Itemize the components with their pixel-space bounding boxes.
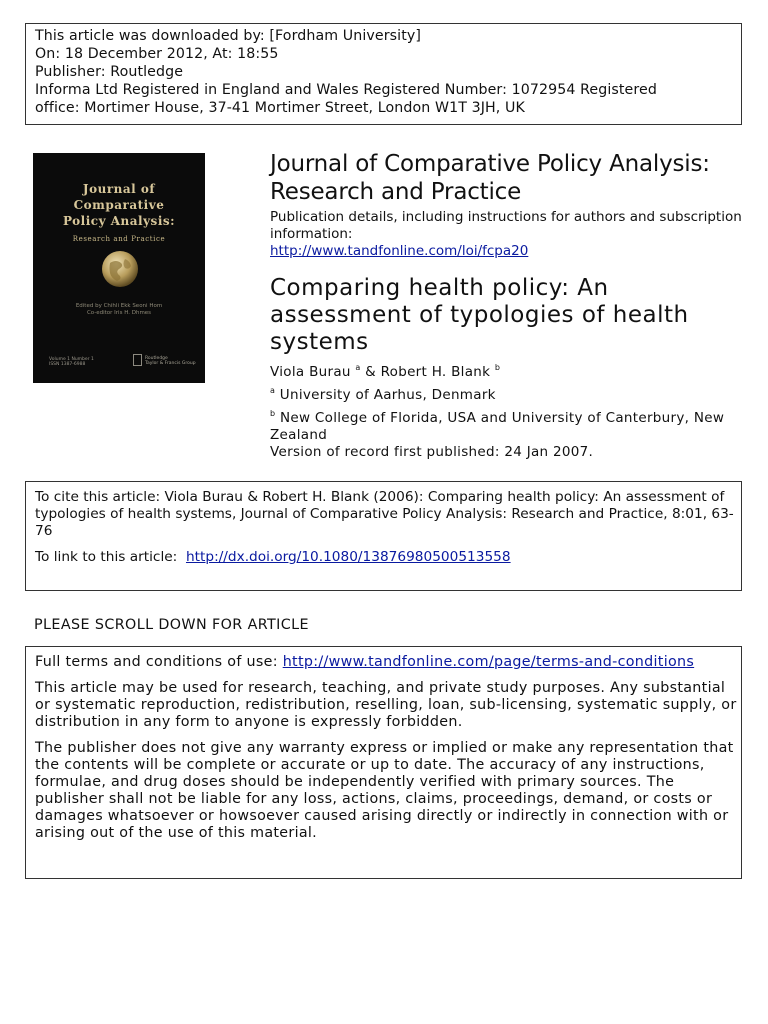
affiliation-a xyxy=(270,387,750,404)
doi-link[interactable]: http://dx.doi.org/10.1080/13876980500513558 xyxy=(185,549,511,565)
journal-cover-image xyxy=(33,153,205,383)
authors xyxy=(270,364,750,381)
affiliation-a-text: University of Aarhus, Denmark xyxy=(279,387,496,403)
journal-title-line-2: Research and Practice xyxy=(270,179,522,205)
cover-title-line-1: Journal of xyxy=(82,182,156,196)
affiliation-b xyxy=(270,410,750,461)
cover-editors xyxy=(33,303,205,317)
article-link-line xyxy=(35,549,741,566)
download-line-4: Informa Ltd Registered in England and Wales Registered Number: 1072954 Registered xyxy=(35,82,657,98)
cover-issn: ISSN 1387-6988 xyxy=(49,362,86,367)
author-1-affiliation-mark: a xyxy=(355,363,361,372)
publisher-logo-icon xyxy=(133,354,142,366)
cover-title xyxy=(33,181,205,229)
author-2: Robert H. Blank xyxy=(380,364,491,380)
globe-icon xyxy=(100,249,140,289)
terms-disclaimer-paragraph: The publisher does not give any warranty express or implied or make any representation that the contents will be complete or accurate or up to date. The accuracy of any instructions, formulae, and drug doses should be independently verified with primary sources. The publisher shall not be liable for any loss, actions, claims, proceedings, demand, or costs or damages whatsoever or howsoever caused arising directly or indirectly in connection with or arising out of the use of this material. xyxy=(35,740,734,841)
author-1: Viola Burau xyxy=(270,364,351,380)
affiliation-b-mark: b xyxy=(270,409,276,418)
cover-publisher-sub: Taylor & Francis Group xyxy=(145,361,196,366)
download-line-2: On: 18 December 2012, At: 18:55 xyxy=(35,46,279,62)
cover-editors-line-1: Edited by Chihli Ekk Seoni Hom xyxy=(75,303,163,309)
article-link-label: To link to this article: xyxy=(35,549,178,565)
publication-details xyxy=(270,209,750,260)
cover-publisher xyxy=(145,356,196,366)
article-metadata xyxy=(270,150,750,461)
scroll-notice: PLEASE SCROLL DOWN FOR ARTICLE xyxy=(34,617,309,633)
cover-subtitle: Research and Practice xyxy=(72,235,166,243)
article-title: Comparing health policy: An assessment of typologies of health systems xyxy=(270,275,689,355)
cover-volume xyxy=(49,357,94,367)
journal-url-link[interactable]: http://www.tandfonline.com/loi/fcpa20 xyxy=(270,243,529,259)
author-separator: & xyxy=(360,364,381,380)
cover-footer xyxy=(33,353,205,373)
terms-link-line xyxy=(35,654,741,671)
citation-text: To cite this article: Viola Burau & Robert H. Blank (2006): Comparing health policy: An assessment of typologies of health systems, Journal of Comparative Policy Analysis: Research and Practice, 8:01, 63-76 xyxy=(35,489,734,539)
terms-link[interactable]: http://www.tandfonline.com/page/terms-and-conditions xyxy=(282,654,695,670)
download-line-5: office: Mortimer House, 37-41 Mortimer Street, London W1T 3JH, UK xyxy=(35,100,525,116)
cover-publisher-name: Routledge xyxy=(145,356,168,361)
cover-editors-line-2: Co-editor Iris H. Dhmes xyxy=(86,310,152,316)
author-2-affiliation-mark: b xyxy=(494,363,501,372)
download-line-3: Publisher: Routledge xyxy=(35,64,184,80)
affiliation-a-mark: a xyxy=(270,386,276,395)
terms-box xyxy=(25,646,742,879)
citation-box xyxy=(25,481,742,591)
cover-title-line-3: Policy Analysis: xyxy=(62,214,176,228)
cover-volume-text: Volume 1 Number 1 xyxy=(49,357,94,362)
version-of-record: Version of record first published: 24 Jan 2007. xyxy=(270,444,594,460)
terms-usage-paragraph: This article may be used for research, teaching, and private study purposes. Any substantial or systematic reproduction, redistribution, reselling, loan, sub-licensing, systematic supply, or distribution in any form to anyone is expressly forbidden. xyxy=(35,680,737,730)
affiliation-b-text: New College of Florida, USA and University of Canterbury, New Zealand xyxy=(270,410,725,443)
terms-label: Full terms and conditions of use: xyxy=(35,654,278,670)
download-line-1: This article was downloaded by: [Fordham University] xyxy=(35,28,421,44)
cover-title-line-2: Comparative xyxy=(73,198,165,212)
publication-details-text: Publication details, including instructions for authors and subscription information: xyxy=(270,209,742,242)
journal-title-line-1: Journal of Comparative Policy Analysis: xyxy=(270,151,710,177)
download-info-box xyxy=(25,23,742,125)
